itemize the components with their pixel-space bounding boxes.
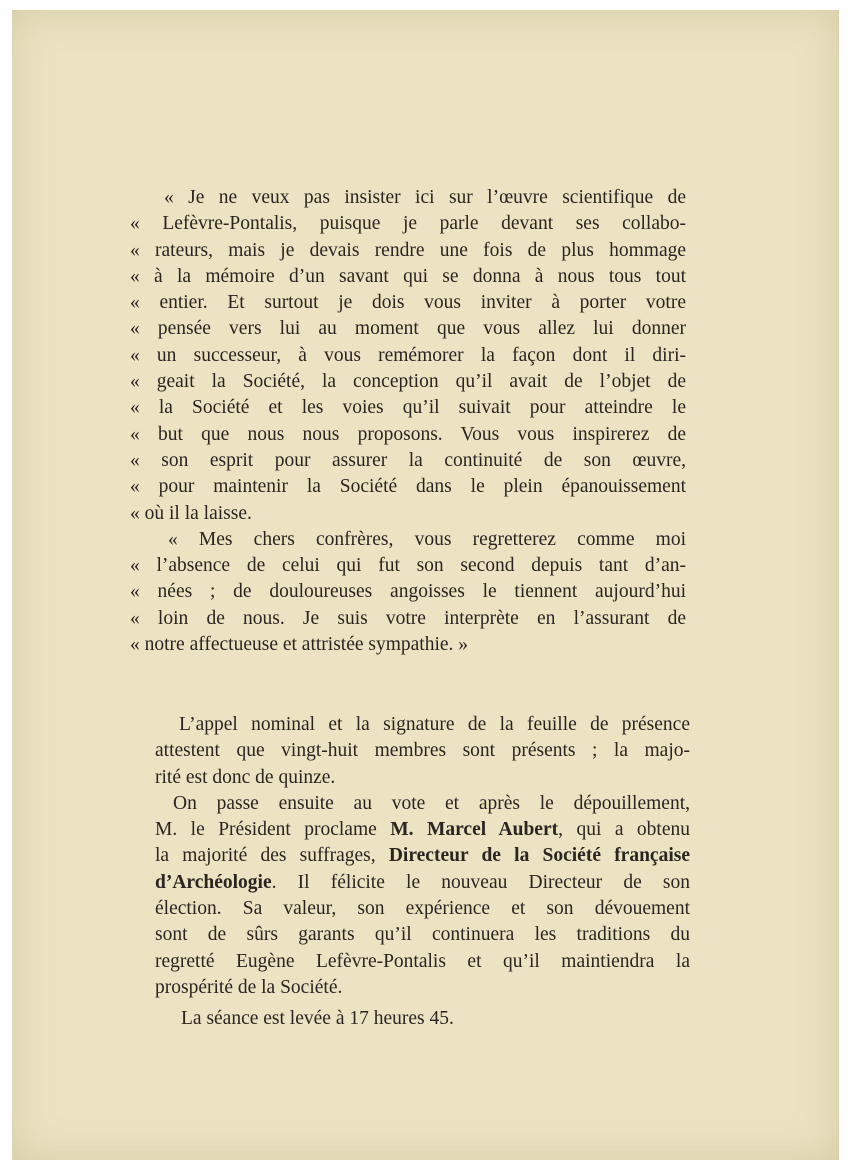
text-line: « notre affectueuse et attristée sympathie. » [130,634,469,656]
text-line: « l’absence de celui qui fut son second depuis tant d’an- [130,555,686,577]
text-run: M. le Président proclame [155,819,391,841]
text-line: « son esprit pour assurer la continuité de son œuvre, [130,449,686,471]
text-line: sont de sûrs garants qu’il continuera les traditions du [155,924,690,946]
text-line: « nées ; de douloureuses angoisses le tiennent aujourd’hui [130,581,686,603]
text-line: « un successeur, à vous remémorer la façon dont il diri- [130,344,686,366]
text-line [155,843,690,869]
text-line: prospérité de la Société. [155,976,343,998]
quoted-speech [130,185,686,658]
text-line: On passe ensuite au vote et après le dépouillement, [173,792,690,814]
title-bold: d’Archéologie [155,871,272,893]
minutes-text [155,712,690,1033]
text-line: rité est donc de quinze. [155,766,336,788]
elected-name: M. Marcel Aubert [390,819,559,841]
text-line: « loin de nous. Je suis votre interprète en l’assurant de [130,607,686,629]
text-line [155,817,690,843]
document-page [12,10,839,1160]
text-line: « Mes chers confrères, vous regretterez comme moi [168,528,686,550]
text-line [155,870,690,896]
title-bold: Directeur de la Société française [388,845,690,867]
text-line: « la Société et les voies qu’il suivait pour atteindre le [130,397,686,419]
text-line: « rateurs, mais je devais rendre une fois de plus hommage [130,239,686,261]
text-line: « but que nous nous proposons. Vous vous inspirerez de [130,423,686,445]
text-line: « pour maintenir la Société dans le plein épanouissement [130,476,686,498]
text-run: . Il félicite le nouveau Directeur de son [271,871,690,893]
text-line: « à la mémoire d’un savant qui se donna à nous tous tout [130,265,686,287]
text-line: « où il la laisse. [130,502,252,524]
text-line: regretté Eugène Lefèvre-Pontalis et qu’il maintiendra la [155,950,690,972]
text-line: « entier. Et surtout je dois vous inviter à porter votre [130,292,686,314]
text-line: « pensée vers lui au moment que vous allez lui donner [130,318,686,340]
text-line: « Je ne veux pas insister ici sur l’œuvre scientifique de [164,187,686,208]
text-line: élection. Sa valeur, son expérience et son dévouement [155,898,690,920]
text-line: L’appel nominal et la signature de la feuille de présence [179,714,690,735]
text-line: « Lefèvre-Pontalis, puisque je parle devant ses collabo- [130,213,686,235]
text-line: attestent que vingt-huit membres sont présents ; la majo- [155,740,690,762]
text-line: « geait la Société, la conception qu’il avait de l’objet de [130,371,686,393]
closing-line: La séance est levée à 17 heures 45. [181,1008,454,1030]
text-run: la majorité des suffrages, [155,845,389,867]
text-run: , qui a obtenu [558,819,691,841]
